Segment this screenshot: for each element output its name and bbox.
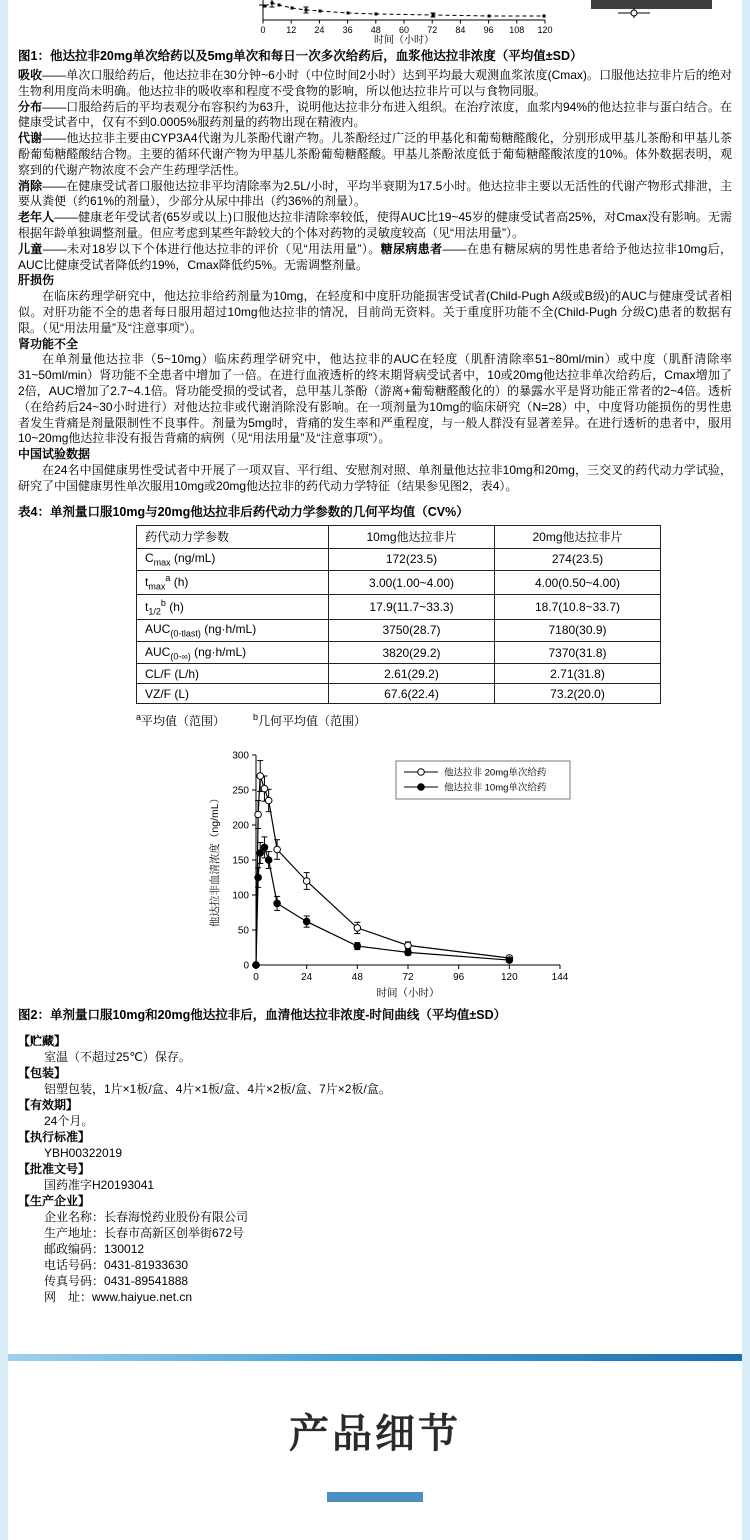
svg-text:时间（小时）: 时间（小时）	[374, 35, 434, 46]
pk-param-cell	[137, 548, 329, 570]
section-heading: 肝损伤	[18, 273, 55, 288]
svg-text:144: 144	[551, 972, 569, 984]
paragraph-lead: 糖尿病患者	[380, 241, 443, 256]
info-line: 网 址：www.haiyue.net.cn	[44, 1290, 193, 1305]
info-label: 【贮藏】	[18, 1034, 67, 1049]
paragraph-text: ——健康老年受试者(65岁或以上)口服他达拉非清除率较低，使得AUC比19~45岁的健康受试者高25%，对Cmax没有影响。无需根据年龄单独调整剂量。但应考虑到某些年龄较大的个体对药物的灵敏度较高（见“用法用量”）。	[18, 210, 732, 240]
param-base: t	[145, 599, 149, 614]
pk-table-row	[137, 664, 661, 684]
param-superscript: b	[160, 597, 166, 608]
paragraph-text: ——他达拉非主要由CYP3A4代谢为儿茶酚代谢产物。儿茶酚经过广泛的甲基化和葡萄糖醛酸化，分别形成甲基儿茶酚和甲基儿茶酚葡萄糖醛酸结合物。主要的循环代谢产物为甲基儿茶酚葡萄糖醛酸。甲基儿茶酚浓度低于葡萄糖醛酸浓度的10%。体外数据表明，观察到的代谢产物浓度不会产生药理学活性。	[18, 131, 732, 177]
svg-text:24: 24	[301, 972, 313, 984]
pk-value-10mg: 67.6(22.4)	[329, 684, 495, 704]
pk-param-cell	[137, 642, 329, 664]
leaflet-sheet	[8, 0, 742, 1540]
paragraph-lead: 代谢	[18, 131, 43, 146]
figure1-plot	[8, 0, 750, 46]
svg-text:250: 250	[232, 785, 249, 797]
pk-value-20mg: 18.7(10.8~33.7)	[495, 595, 661, 619]
param-unit: (h)	[170, 575, 189, 590]
pk-table-row	[137, 548, 661, 570]
info-label: 【执行标准】	[18, 1130, 91, 1145]
pk-value-10mg: 3.00(1.00~4.00)	[329, 570, 495, 594]
info-label: 【批准文号】	[18, 1162, 91, 1177]
svg-text:150: 150	[232, 855, 249, 867]
pk-param-cell	[137, 570, 329, 594]
param-unit: (h)	[165, 599, 184, 614]
svg-text:24: 24	[314, 25, 325, 35]
figure1-chart	[8, 0, 742, 46]
pk-table-row	[137, 642, 661, 664]
param-superscript: a	[165, 573, 171, 584]
table-footnote: $^b$几何平均值（范围）	[253, 712, 367, 729]
paragraph-text: 在临床药理学研究中，他达拉非给药剂量为10mg，在轻度和中度肝功能损害受试者(Child-Pugh A级或B级)的AUC与健康受试者相似。对肝功能不全的患者每日服用超过10mg他达拉非的情况，目前尚无资料。关于重度肝功能不全(Child-Pugh 分级C)患者的数据有限。（见“用法用量”及“注意事项”）。	[18, 289, 732, 335]
paragraph-text: 在单剂量他达拉非（5~10mg）临床药理学研究中，他达拉非的AUC在轻度（肌酐清除率51~80ml/min）或中度（肌酐清除率31~50ml/min）肾功能不全患者中增加了一倍。在进行血液透析的终末期肾病受试者中，10或20mg他达拉非单次给药后，Cmax增加了2倍，AUC增加了2.7~4.1倍。肾功能受损的受试者，总甲基儿茶酚（游离+葡萄糖醛酸化的）的暴露水平是肾功能正常者的2~4倍。透析（在给药后24~30小时进行）对他达拉非或代谢消除没有影响。在一项剂量为10mg的临床研究（N=28）中，中度肾功能损伤的男性患者发生背痛是剂量限制性不良事件。剂量为5mg时，背痛的发生率和严重程度，与一般人群没有显著差异。在进行透析的患者中，服用10~20mg他达拉非没有报告背痛的病例（见“用法用量”及“注意事项”）。	[18, 352, 732, 446]
pk-header-row	[137, 525, 661, 548]
section-heading: 肾功能不全	[18, 336, 79, 351]
svg-text:0: 0	[253, 972, 259, 984]
param-base: AUC	[145, 644, 171, 659]
pk-value-10mg: 2.61(29.2)	[329, 664, 495, 684]
figure2-caption: 图2：单剂量口服10mg和20mg他达拉非后，血清他达拉非浓度-时间曲线（平均值±SD）	[18, 1008, 507, 1023]
info-section	[18, 1033, 732, 1305]
param-base: C	[145, 551, 154, 566]
figure2-plot	[8, 741, 750, 1005]
paragraph-lead: 吸收	[18, 68, 43, 82]
paragraph	[18, 210, 732, 242]
svg-text:120: 120	[500, 972, 518, 984]
divider-bar	[8, 1354, 742, 1361]
svg-text:48: 48	[351, 972, 363, 984]
paragraph-lead: 分布	[18, 99, 43, 114]
footnote-marker: b	[253, 712, 259, 723]
body-text	[18, 68, 732, 495]
pk-table	[136, 525, 661, 705]
section-heading: 中国试验数据	[18, 447, 91, 462]
param-subscript: max	[153, 557, 171, 568]
svg-text:200: 200	[232, 820, 249, 832]
paragraph	[18, 289, 732, 336]
table-footnote: $^a$平均值（范围）	[136, 712, 226, 729]
svg-text:300: 300	[232, 750, 249, 762]
svg-text:他达拉非 20mg单次给药: 他达拉非 20mg单次给药	[444, 767, 547, 779]
table4-footnotes	[136, 712, 742, 729]
param-subscript: 1/2	[148, 606, 161, 617]
info-line: 传真号码：0431-89541888	[44, 1274, 189, 1289]
pk-value-20mg: 7180(30.9)	[495, 619, 661, 641]
svg-text:96: 96	[453, 972, 465, 984]
param-base: t	[145, 575, 149, 590]
pk-table-row	[137, 684, 661, 704]
paragraph	[18, 352, 732, 447]
figure2-chart	[8, 741, 742, 1005]
svg-text:72: 72	[427, 25, 438, 35]
info-label: 【包装】	[18, 1066, 67, 1081]
paragraph	[18, 242, 732, 274]
paragraph	[18, 100, 732, 132]
info-line: 室温（不超过25℃）保存。	[44, 1050, 191, 1065]
param-subscript: max	[148, 581, 166, 592]
svg-text:100: 100	[232, 890, 249, 902]
pk-header-cell: 20mg他达拉非片	[495, 525, 661, 548]
svg-text:0: 0	[243, 960, 249, 972]
pk-value-10mg: 3750(28.7)	[329, 619, 495, 641]
param-base: CL/F (L/h)	[145, 666, 200, 681]
pk-value-20mg: 2.71(31.8)	[495, 664, 661, 684]
info-line: 国药准字H20193041	[44, 1178, 155, 1193]
svg-text:0: 0	[260, 25, 266, 35]
info-line: 生产地址：长春市高新区创举街672号	[44, 1226, 245, 1241]
pk-value-10mg: 17.9(11.7~33.3)	[329, 595, 495, 619]
info-line: 24个月。	[44, 1114, 94, 1129]
svg-text:48: 48	[370, 25, 381, 35]
paragraph-lead: 儿童	[18, 241, 43, 256]
pk-value-10mg: 172(23.5)	[329, 548, 495, 570]
table4-caption: 表4：单剂量口服10mg与20mg他达拉非后药代动力学参数的几何平均值（CV%）	[18, 504, 469, 519]
paragraph-text: ——单次口服给药后，他达拉非在30分钟~6小时（中位时间2小时）达到平均最大观测血浆浓度(Cmax)。口服他达拉非片后的绝对生物利用度尚未明确。他达拉非的吸收率和程度不受食物的影响，所以他达拉非片可以与食物同服。	[18, 68, 732, 98]
svg-text:72: 72	[402, 972, 414, 984]
paragraph	[18, 131, 732, 178]
pk-param-cell	[137, 664, 329, 684]
svg-text:50: 50	[237, 925, 249, 937]
param-base: VZ/F (L)	[145, 686, 189, 701]
paragraph	[18, 463, 732, 495]
info-line: 铝塑包装，1片×1板/盒、4片×1板/盒、4片×2板/盒、7片×2板/盒。	[44, 1082, 391, 1097]
info-label: 【生产企业】	[18, 1194, 91, 1209]
paragraph-lead: 消除	[18, 178, 43, 193]
pk-table-row	[137, 570, 661, 594]
pk-value-20mg: 73.2(20.0)	[495, 684, 661, 704]
paragraph-text: ——在患有糖尿病的男性患者给予他达拉非10mg后，AUC比健康受试者降低约19%，Cmax降低约5%。无需调整剂量。	[18, 241, 732, 272]
svg-text:120: 120	[537, 25, 553, 35]
paragraph-text: 在24名中国健康男性受试者中开展了一项双盲、平行组、安慰剂对照、单剂量他达拉非10mg和20mg，三交叉的药代动力学试验，研究了中国健康男性单次服用10mg或20mg他达拉非的药代动力学特征（结果参见图2，表4）。	[18, 462, 732, 493]
svg-text:96: 96	[483, 25, 494, 35]
info-line: 企业名称：长春海悦药业股份有限公司	[44, 1210, 249, 1225]
svg-text:时间（小时）: 时间（小时）	[376, 987, 440, 1000]
paragraph-text: ——口服给药后的平均表观分布容积约为63升，说明他达拉非分布进入组织。在治疗浓度，血浆内94%的他达拉非与蛋白结合。在健康受试者中，仅有不到0.0005%服药剂量的药物出现在精液内。	[18, 99, 732, 130]
info-line: 邮政编码：130012	[44, 1242, 145, 1257]
param-base: AUC	[145, 622, 171, 637]
pk-value-10mg: 3820(29.2)	[329, 642, 495, 664]
svg-text:108: 108	[509, 25, 525, 35]
svg-text:12: 12	[286, 25, 297, 35]
paragraph-text: ——未对18岁以下个体进行他达拉非的评价（见“用法用量”）。	[42, 241, 381, 256]
param-subscript: (0-∞)	[170, 650, 191, 661]
paragraph	[18, 179, 732, 211]
info-line: 电话号码：0431-81933630	[44, 1258, 189, 1273]
svg-text:36: 36	[342, 25, 353, 35]
pk-param-cell	[137, 684, 329, 704]
footnote-marker: a	[136, 712, 142, 723]
paragraph	[18, 68, 732, 100]
pk-table-row	[137, 595, 661, 619]
param-subscript: (0-tlast)	[170, 628, 201, 639]
param-unit: (ng·h/mL)	[190, 644, 247, 659]
pk-table-body	[137, 548, 661, 704]
param-unit: (ng·h/mL)	[200, 622, 257, 637]
svg-text:84: 84	[455, 25, 466, 35]
figure1-caption: 图1：他达拉非20mg单次给药以及5mg单次和每日一次多次给药后，血浆他达拉非浓度（平均值±SD）	[18, 49, 583, 63]
info-line: YBH00322019	[44, 1146, 123, 1161]
svg-text:60: 60	[398, 25, 410, 35]
svg-text:他达拉非血清浓度（ng/mL）: 他达拉非血清浓度（ng/mL）	[209, 793, 221, 928]
pk-header-cell: 10mg他达拉非片	[329, 525, 495, 548]
pk-table-head	[137, 525, 661, 548]
product-details-title: 产品细节	[289, 1412, 461, 1456]
info-label: 【有效期】	[18, 1098, 79, 1113]
paragraph-text: ——在健康受试者口服他达拉非平均清除率为2.5L/小时，平均半衰期为17.5小时。他达拉非主要以无活性的代谢产物形式排泄，主要从粪便（约61%的剂量），少部分从尿中排出（约36%的剂量）。	[18, 178, 732, 209]
pk-value-20mg: 4.00(0.50~4.00)	[495, 570, 661, 594]
pk-value-20mg: 7370(31.8)	[495, 642, 661, 664]
pk-param-cell	[137, 619, 329, 641]
title-underline-bar	[327, 1492, 423, 1502]
pk-table-row	[137, 619, 661, 641]
param-unit: (ng/mL)	[170, 551, 216, 566]
svg-text:他达拉非 10mg单次给药: 他达拉非 10mg单次给药	[444, 782, 547, 794]
pk-header-cell: 药代动力学参数	[137, 525, 329, 548]
paragraph-lead: 老年人	[18, 210, 55, 225]
pk-value-20mg: 274(23.5)	[495, 548, 661, 570]
pk-param-cell	[137, 595, 329, 619]
